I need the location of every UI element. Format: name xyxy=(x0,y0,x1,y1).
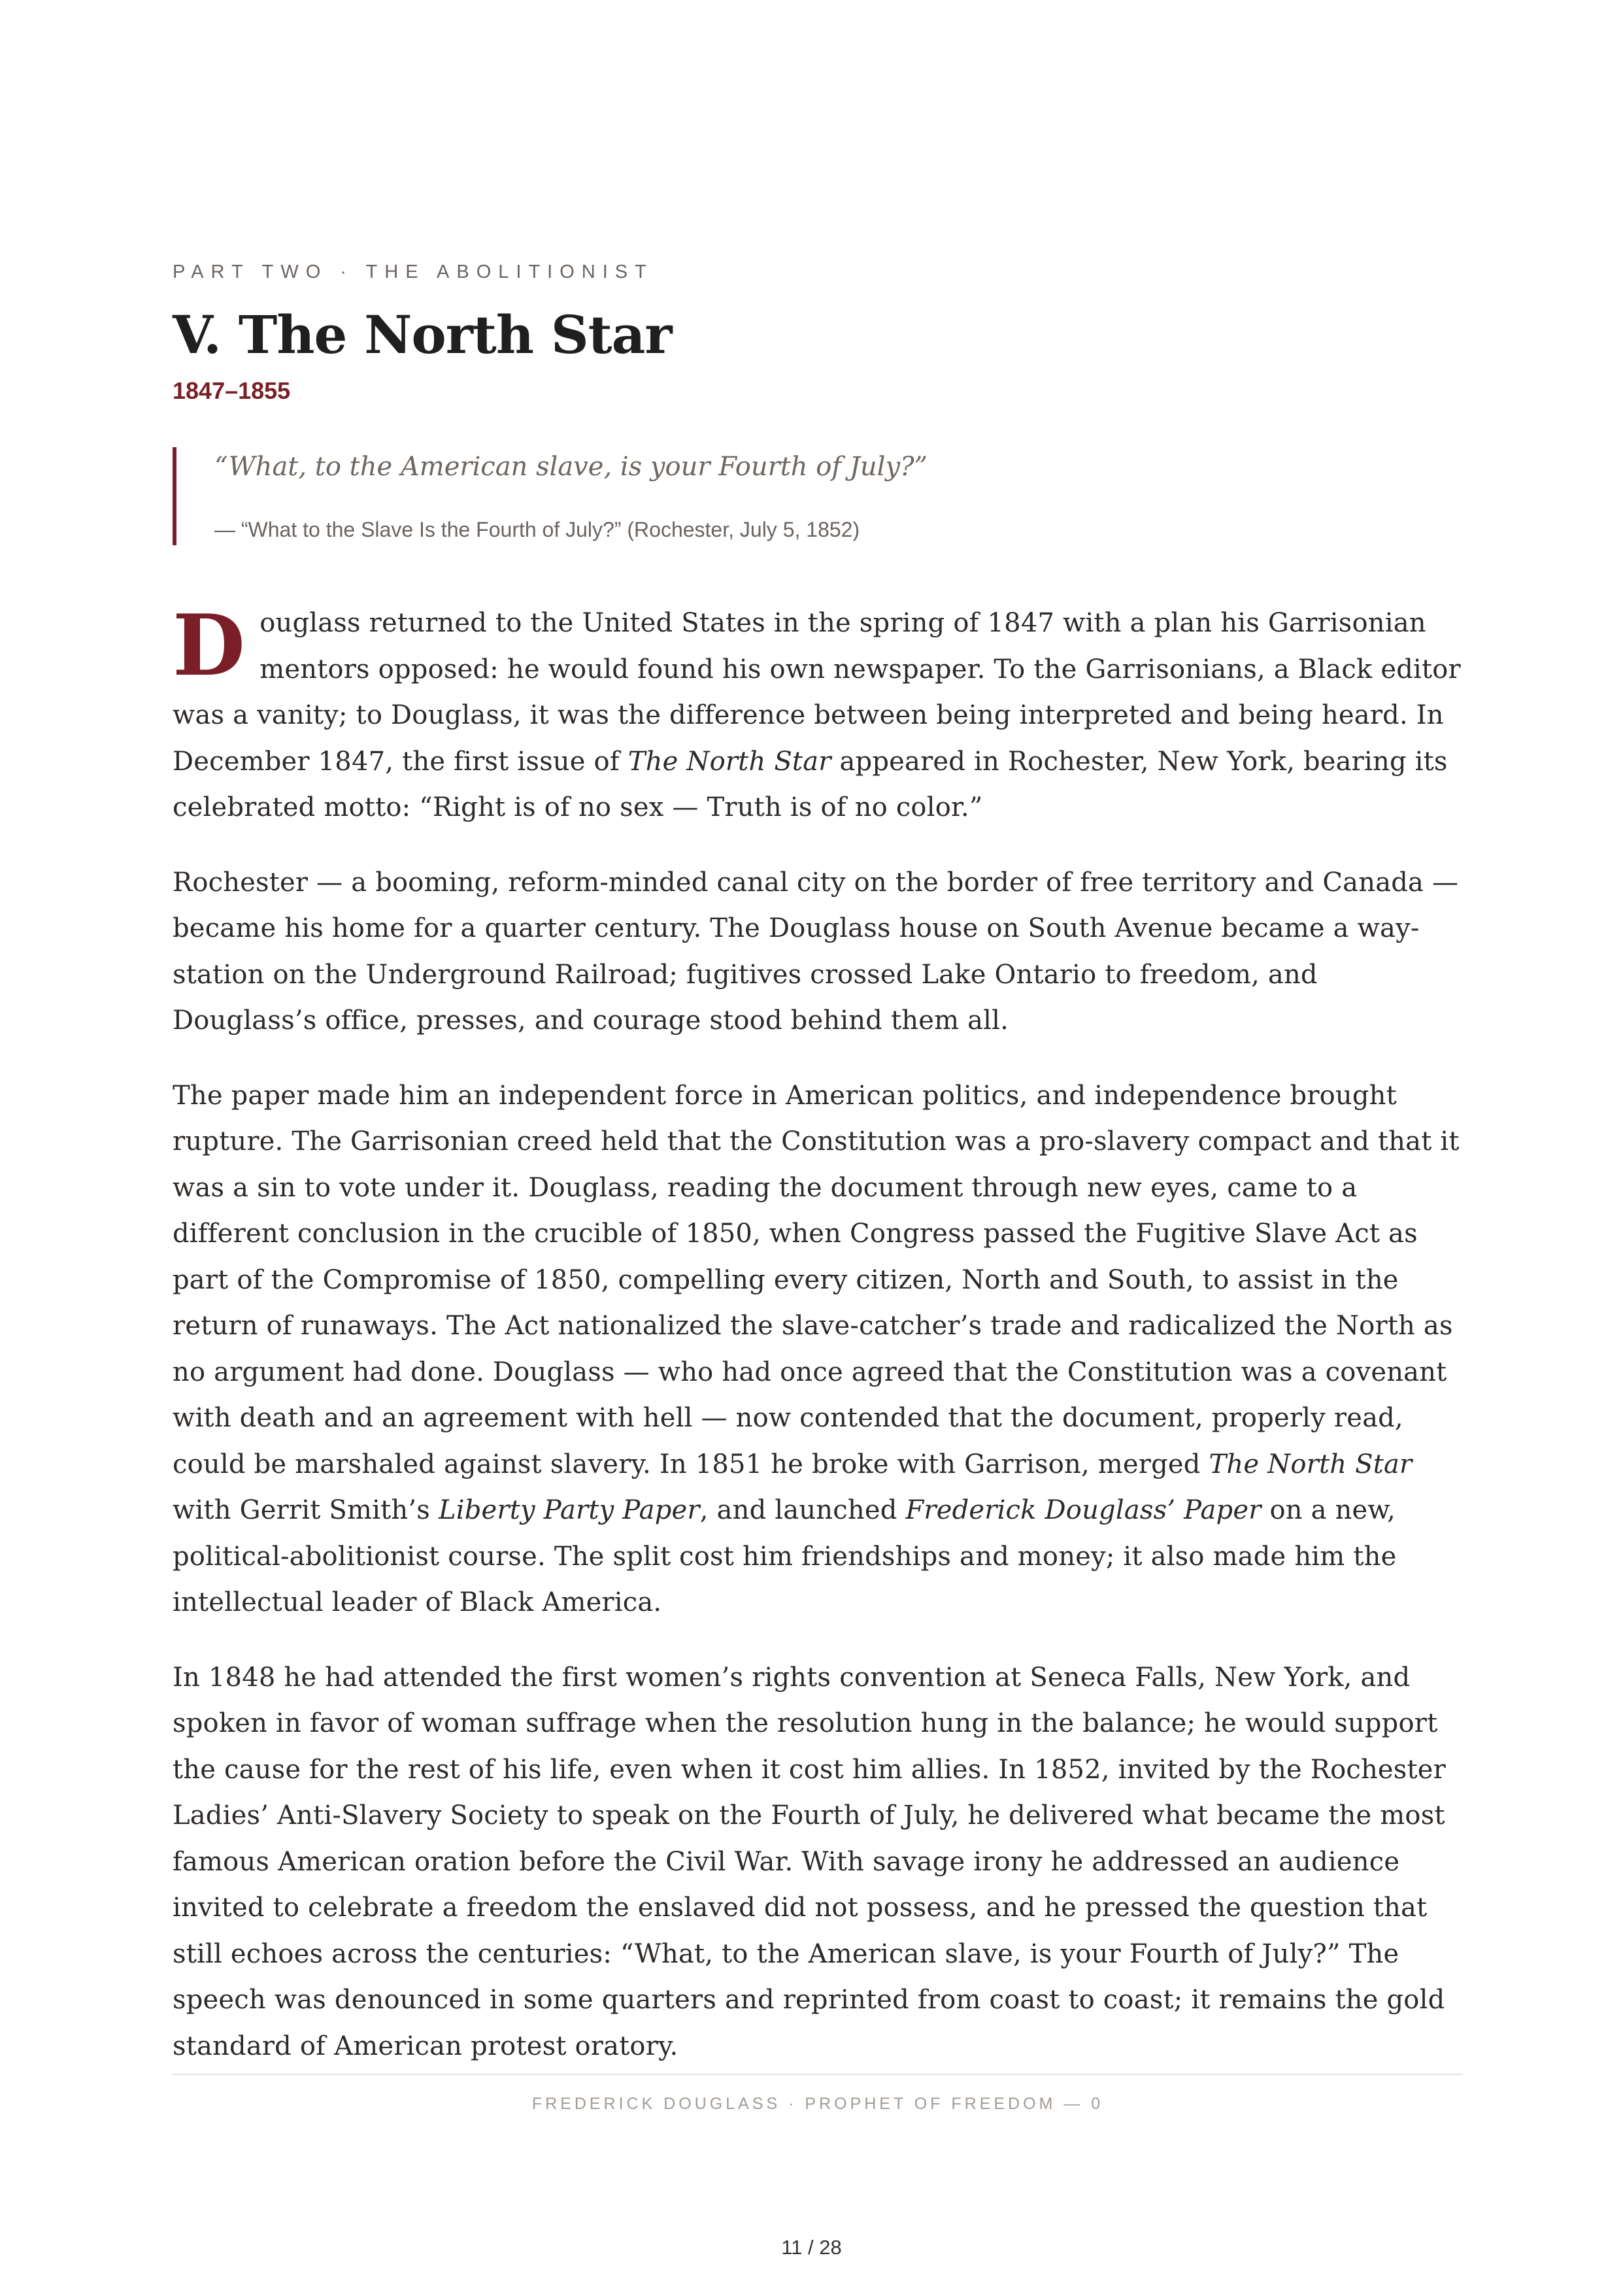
newspaper-title: Liberty Party Paper xyxy=(438,1495,700,1525)
epigraph-source: — “What to the Slave Is the Fourth of July?” (Rochester, July 5, 1852) xyxy=(214,518,860,541)
paragraph-3-text-b: with Gerrit Smith’s xyxy=(173,1495,439,1525)
chapter-dates: 1847–1855 xyxy=(173,377,291,404)
epigraph xyxy=(173,447,1463,545)
paragraph-1 xyxy=(173,597,1463,831)
newspaper-title: Frederick Douglass’ Paper xyxy=(905,1495,1262,1525)
chapter-body xyxy=(173,597,1463,2069)
drop-cap: D xyxy=(173,597,246,695)
page-content xyxy=(173,259,1463,2069)
chapter-title: V. The North Star xyxy=(173,304,672,365)
part-label: PART TWO · THE ABOLITIONIST xyxy=(173,262,654,282)
paragraph-1-text-a: ouglass returned to the United States in the spring of 1847 with a plan his Garrisonian mentors opposed: he would found his own newspaper. To the Garrisonians, a Black editor was a vanity; to Douglass, it was the difference between being interpreted and being heard. In December 1847, the first issue of xyxy=(173,608,1461,777)
newspaper-title: The North Star xyxy=(627,746,831,777)
paragraph-3-text-d: on a new, political-abolitionist course. The split cost him friendships and money; it also made him the intellectual leader of Black America. xyxy=(173,1495,1397,1617)
epigraph-quote: “What, to the American slave, is your Fourth of July?” xyxy=(214,452,928,482)
paragraph-2: Rochester — a booming, reform-minded canal city on the border of free territory and Canada — became his home for a quarter century. The Douglass house on South Avenue became a way-station on the Underground Railroad; fugitives crossed Lake Ontario to freedom, and Douglass’s office, presses, and courage stood behind them all. xyxy=(173,867,1459,1036)
footer-divider xyxy=(173,2074,1463,2075)
newspaper-title: The North Star xyxy=(1209,1449,1413,1479)
page-number: 11 / 28 xyxy=(781,2236,842,2259)
paragraph-1-text-b: appeared in Rochester, New York, bearing its celebrated motto: “Right is of no sex — Truth is of no color.” xyxy=(173,746,1448,822)
paragraph-4: In 1848 he had attended the first women’s rights convention at Seneca Falls, New York, and spoken in favor of woman suffrage when the resolution hung in the balance; he would support the cause for the rest of his life, even when it cost him allies. In 1852, invited by the Rochester Ladies’ Anti-Slavery Society to speak on the Fourth of July, he delivered what became the most famous American oration before the Civil War. With savage irony he addressed an audience invited to celebrate a freedom the enslaved did not possess, and he pressed the question that still echoes across the centuries: “What, to the American slave, is your Fourth of July?” The speech was denounced in some quarters and reprinted from coast to coast; it remains the gold standard of American protest oratory. xyxy=(173,1662,1446,2061)
paragraph-3 xyxy=(173,1073,1463,1626)
paragraph-3-text-a: The paper made him an independent force in American politics, and independence brought rupture. The Garrisonian creed held that the Constitution was a pro-slavery compact and that it was a sin to vote under it. Douglass, reading the document through new eyes, came to a different conclusion in the crucible of 1850, when Congress passed the Fugitive Slave Act as part of the Compromise of 1850, compelling every citizen, North and South, to assist in the return of runaways. The Act nationalized the slave-catcher’s trade and radicalized the North as no argument had done. Douglass — who had once agreed that the Constitution was a covenant with death and an agreement with hell — now contended that the document, properly read, could be marshaled against slavery. In 1851 he broke with Garrison, merged xyxy=(173,1080,1460,1479)
paragraph-3-text-c: , and launched xyxy=(699,1495,906,1525)
running-footer: FREDERICK DOUGLASS · PROPHET OF FREEDOM — 0 xyxy=(531,2095,1104,2113)
